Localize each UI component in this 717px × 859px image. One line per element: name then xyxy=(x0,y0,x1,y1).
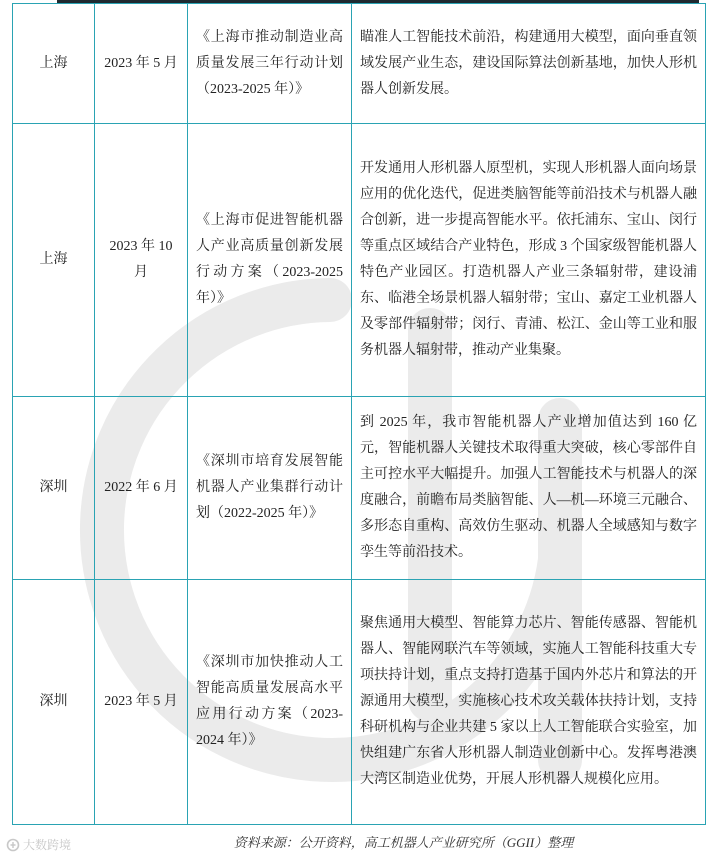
table-row xyxy=(13,4,706,124)
content-cell xyxy=(352,124,706,397)
table-row xyxy=(13,124,706,397)
content-cell xyxy=(352,397,706,580)
policy-table xyxy=(12,3,706,825)
date-cell: 2023 年 10 月 xyxy=(95,124,188,397)
source-note: 资料来源：公开资料，高工机器人产业研究所（GGII）整理 xyxy=(233,835,574,850)
content-cell xyxy=(352,4,706,124)
document-cell: 《上海市促进智能机器人产业高质量创新发展行动方案（2023-2025 年）》 xyxy=(188,124,352,397)
document-cell: 《深圳市培育发展智能机器人产业集群行动计划（2022-2025 年）》 xyxy=(188,397,352,580)
city-cell: 上海 xyxy=(13,4,95,124)
table-row xyxy=(13,397,706,580)
table-row xyxy=(13,580,706,825)
brand-label: 大数跨境 xyxy=(23,838,72,852)
content-text: 瞄准人工智能技术前沿，构建通用大模型，面向垂直领域发展产业生态，建设国际算法创新基地，加快人形机器人创新发展。 xyxy=(360,29,697,97)
date-cell: 2023 年 5 月 xyxy=(95,580,188,825)
content-text: 到 2025 年，我市智能机器人产业增加值达到 160 亿元，智能机器人关键技术取得重大突破，核心零部件自主可控水平大幅提升。加强人工智能技术与机器人的深度融合，前瞻布局类脑智能、人—机—环境三元融合、多形态自重构、高效仿生驱动、机器人全域感知与数字孪生等前沿技术。 xyxy=(360,415,697,560)
date-cell: 2022 年 6 月 xyxy=(95,397,188,580)
city-cell: 深圳 xyxy=(13,397,95,580)
document-cell: 《上海市推动制造业高质量发展三年行动计划（2023-2025 年）》 xyxy=(188,4,352,124)
content-text: 聚焦通用大模型、智能算力芯片、智能传感器、智能机器人、智能网联汽车等领域，实施人工智能科技重大专项扶持计划，重点支持打造基于国内外芯片和算法的开源通用大模型，实施核心技术攻关载体扶持计划，支持科研机构与企业共建 5 家以上人工智能联合实验室，加快组建广东省人形机器人制造业创新中心。发挥粤港澳大湾区制造业优势，开展人形机器人规模化应用。 xyxy=(360,616,697,787)
document-cell: 《深圳市加快推动人工智能高质量发展高水平应用行动方案（2023-2024 年）》 xyxy=(188,580,352,825)
content-cell xyxy=(352,580,706,825)
city-cell: 深圳 xyxy=(13,580,95,825)
city-cell: 上海 xyxy=(13,124,95,397)
content-text: 开发通用人形机器人原型机，实现人形机器人面向场景应用的优化迭代，促进类脑智能等前沿技术与机器人融合创新，进一步提高智能水平。依托浦东、宝山、闵行等重点区域结合产业特色，形成 3 个国家级智能机器人特色产业园区。打造机器人产业三条辐射带，建设浦东、临港全场景机器人辐射带；宝山、嘉定工业机器人及零部件辐射带；闵行、青浦、松江、金山等工业和服务机器人辐射带，推动产业集聚。 xyxy=(360,161,697,358)
date-cell: 2023 年 5 月 xyxy=(95,4,188,124)
